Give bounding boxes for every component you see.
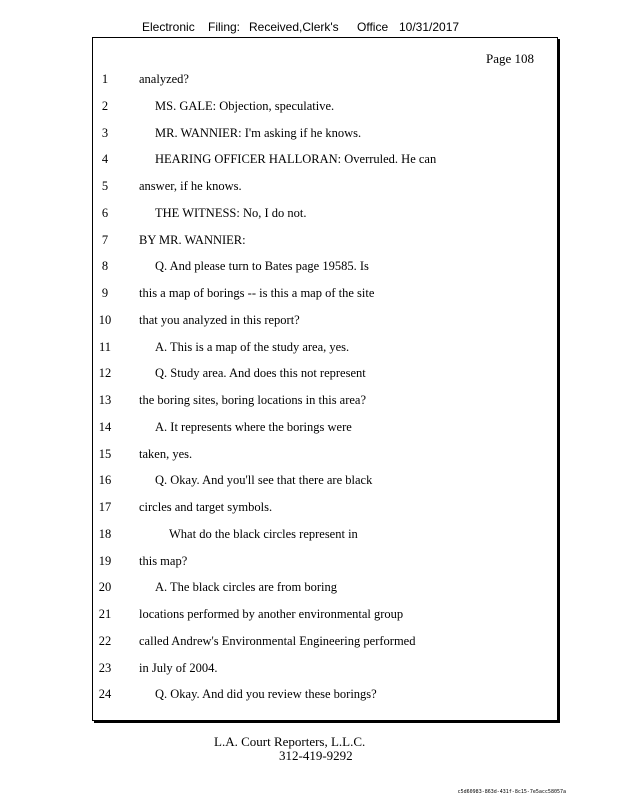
line-number: 13 (98, 393, 112, 407)
document-id: c5d60983-863d-431f-8c15-7e5acc58057a (457, 789, 566, 795)
line-number: 3 (101, 125, 109, 140)
line-number: 14 (98, 419, 112, 434)
line-number: 5 (101, 179, 109, 193)
line-number: 2 (101, 98, 109, 113)
transcript-line (0, 527, 618, 545)
transcript-line (0, 580, 618, 598)
filing-date: 10/31/2017 (399, 20, 460, 34)
line-text: A. The black circles are from boring (155, 580, 337, 595)
transcript-line (0, 554, 618, 572)
page-number: Page 108 (485, 51, 534, 66)
line-text: THE WITNESS: No, I do not. (155, 205, 307, 220)
line-number: 6 (101, 205, 109, 220)
line-text: HEARING OFFICER HALLORAN: Overruled. He can (155, 152, 437, 167)
transcript-line (0, 420, 618, 438)
line-text: BY MR. WANNIER: (139, 232, 246, 247)
line-text: this map? (139, 553, 188, 568)
reporter-company: L.A. Court Reporters, L.L.C. (214, 734, 366, 749)
filing-label: Filing: (208, 20, 241, 34)
transcript-line (0, 634, 618, 652)
line-text: Q. Okay. And did you review these borings? (155, 687, 377, 702)
line-number: 24 (98, 687, 112, 702)
line-number: 20 (98, 580, 112, 595)
transcript-line (0, 152, 618, 170)
transcript-line (0, 473, 618, 491)
line-text: Q. And please turn to Bates page 19585. Is (155, 259, 369, 274)
line-text: this a map of borings -- is this a map of the site (139, 286, 375, 300)
line-text: A. This is a map of the study area, yes. (155, 339, 350, 354)
transcript-line (0, 340, 618, 358)
line-text: analyzed? (139, 72, 189, 86)
filing-received: Received,Clerk's (249, 20, 339, 34)
line-text: A. It represents where the borings were (155, 419, 352, 434)
line-text: called Andrew's Environmental Engineering performed (139, 633, 416, 648)
line-text: MS. GALE: Objection, speculative. (155, 98, 335, 113)
transcript-line (0, 366, 618, 384)
transcript-line (0, 72, 618, 90)
line-number: 10 (98, 312, 112, 327)
line-text: in July of 2004. (139, 660, 218, 675)
line-number: 12 (98, 366, 112, 381)
line-number: 11 (98, 339, 112, 354)
transcript-line (0, 447, 618, 465)
transcript-line (0, 233, 618, 251)
line-text: Q. Okay. And you'll see that there are black (155, 473, 373, 488)
transcript-line (0, 313, 618, 331)
transcript-line (0, 286, 618, 304)
transcript-line (0, 500, 618, 518)
line-text: taken, yes. (139, 446, 193, 461)
line-number: 4 (101, 152, 109, 167)
line-text: that you analyzed in this report? (139, 312, 300, 327)
transcript-line (0, 126, 618, 144)
line-number: 22 (98, 633, 112, 648)
line-number: 19 (98, 553, 112, 568)
line-text: answer, if he knows. (139, 179, 242, 193)
line-text: Q. Study area. And does this not represent (155, 366, 366, 381)
line-number: 18 (98, 526, 112, 541)
line-number: 7 (101, 232, 109, 247)
transcript-line (0, 206, 618, 224)
line-number: 1 (101, 72, 109, 86)
transcript-line (0, 607, 618, 625)
line-number: 23 (98, 660, 112, 675)
transcript-line (0, 99, 618, 117)
filing-office: Office (357, 20, 389, 34)
transcript-line (0, 259, 618, 277)
transcript-line (0, 179, 618, 197)
line-number: 21 (98, 607, 112, 621)
line-text: locations performed by another environmental group (139, 607, 404, 621)
line-text: MR. WANNIER: I'm asking if he knows. (155, 125, 362, 140)
transcript-line (0, 661, 618, 679)
filing-electronic: Electronic (142, 20, 195, 34)
line-text: circles and target symbols. (139, 500, 273, 514)
line-text: the boring sites, boring locations in this area? (139, 393, 367, 407)
transcript-line (0, 687, 618, 705)
line-text: What do the black circles represent in (169, 526, 358, 541)
line-number: 16 (98, 473, 112, 488)
reporter-phone: 312-419-9292 (279, 748, 353, 763)
line-number: 17 (98, 500, 112, 514)
line-number: 9 (101, 286, 109, 300)
line-number: 8 (101, 259, 109, 274)
transcript-line (0, 393, 618, 411)
line-number: 15 (98, 446, 112, 461)
